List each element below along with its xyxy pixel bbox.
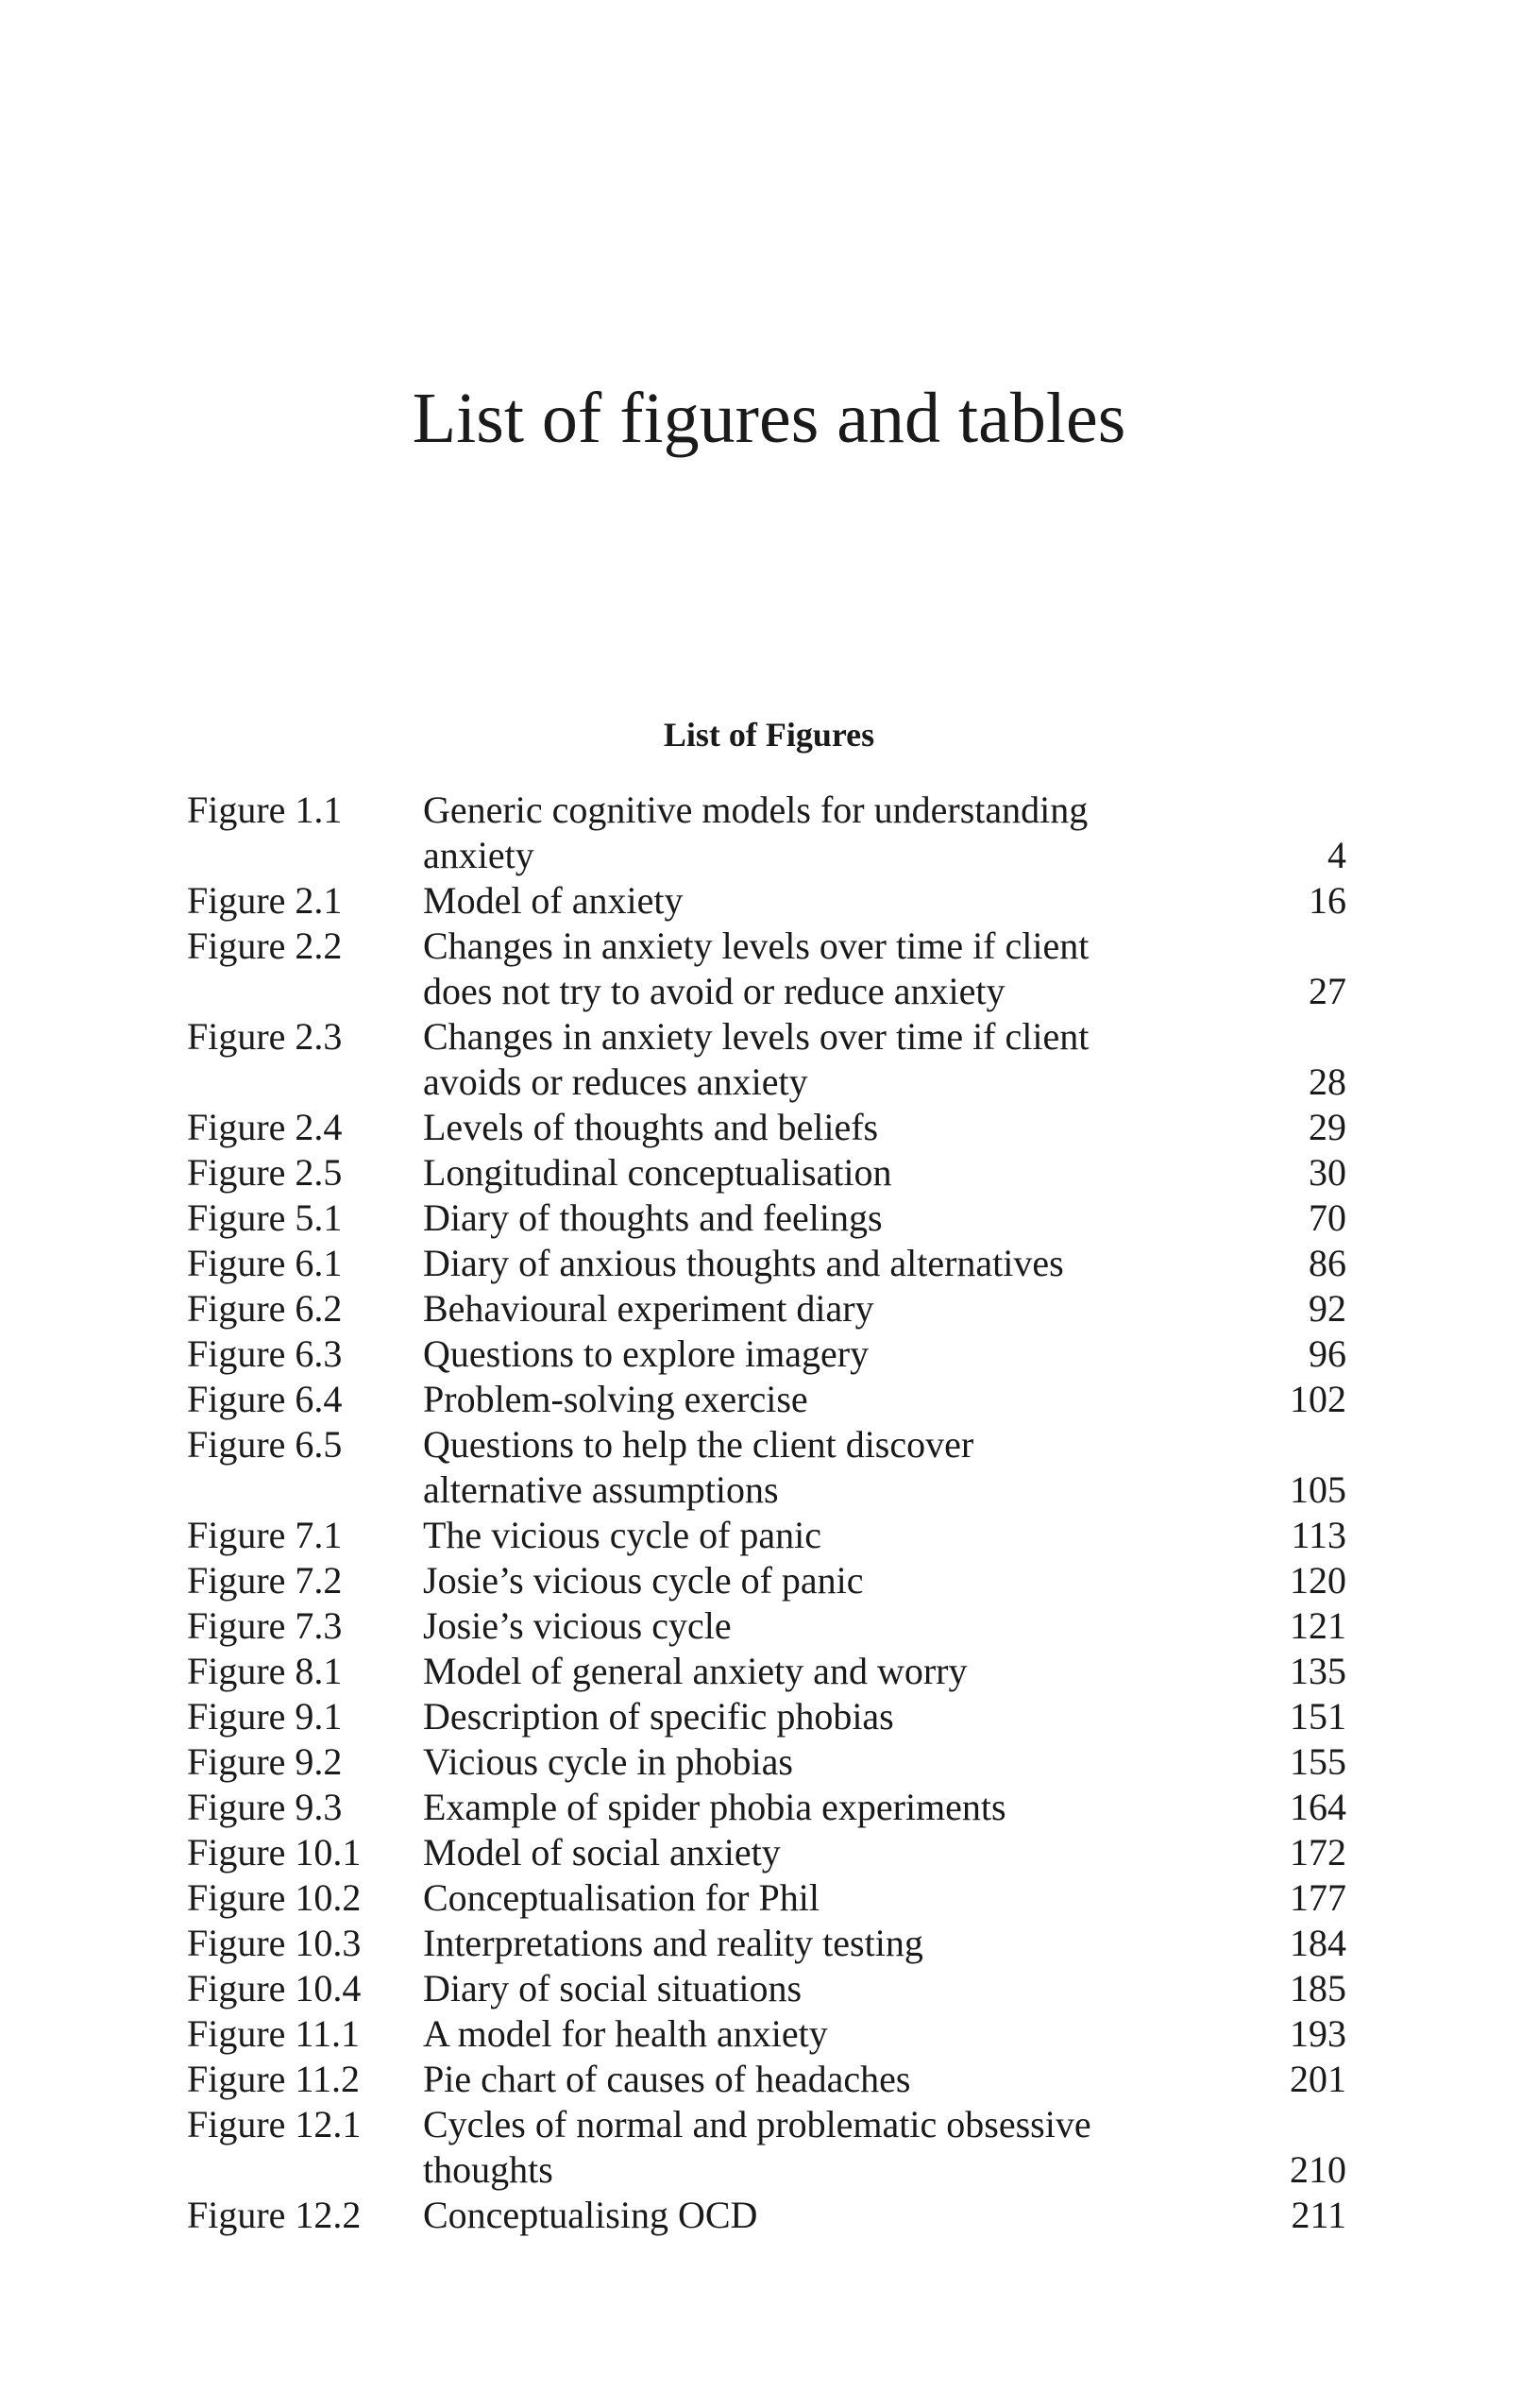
figure-entry bbox=[187, 924, 1346, 1014]
figure-title bbox=[423, 2057, 1225, 2102]
figure-entry bbox=[187, 1196, 1346, 1241]
figure-entry bbox=[187, 1649, 1346, 1694]
figure-label: Figure 6.3 bbox=[187, 1332, 343, 1375]
figure-title bbox=[423, 1921, 1225, 1966]
figure-title bbox=[423, 1694, 1225, 1739]
figure-label: Figure 10.1 bbox=[187, 1831, 362, 1874]
figure-entry bbox=[187, 1377, 1346, 1422]
figure-label: Figure 9.1 bbox=[187, 1695, 343, 1738]
figure-title-line: Changes in anxiety levels over time if client bbox=[423, 924, 1090, 967]
figure-title bbox=[423, 1513, 1225, 1558]
figure-page-number: 102 bbox=[1290, 1378, 1346, 1420]
figure-title bbox=[423, 1649, 1225, 1694]
figure-title-line: Conceptualising OCD bbox=[423, 2194, 758, 2236]
figure-title-line: Example of spider phobia experiments bbox=[423, 1786, 1006, 1828]
figure-page-number: 151 bbox=[1290, 1695, 1346, 1738]
figure-entry bbox=[187, 1694, 1346, 1739]
figure-page-number: 185 bbox=[1290, 1967, 1346, 2009]
figure-label: Figure 1.1 bbox=[187, 789, 343, 831]
figure-entry bbox=[187, 1422, 1346, 1513]
figure-entry bbox=[187, 1785, 1346, 1830]
figure-title-line: Cycles of normal and problematic obsessive bbox=[423, 2103, 1091, 2145]
figure-page-number: 120 bbox=[1290, 1559, 1346, 1602]
figure-title-line: Josie’s vicious cycle of panic bbox=[423, 1559, 864, 1602]
figure-entry bbox=[187, 2102, 1346, 2193]
figure-title bbox=[423, 1422, 1225, 1513]
figure-title-line: Longitudinal conceptualisation bbox=[423, 1151, 892, 1194]
figure-entry bbox=[187, 1830, 1346, 1875]
figure-title bbox=[423, 1739, 1225, 1785]
figure-title-line: Problem-solving exercise bbox=[423, 1378, 808, 1420]
figure-page-number: 211 bbox=[1291, 2194, 1346, 2236]
figure-label: Figure 7.3 bbox=[187, 1604, 343, 1647]
figure-title bbox=[423, 878, 1225, 924]
figure-entry bbox=[187, 2011, 1346, 2057]
figure-label: Figure 8.1 bbox=[187, 1650, 343, 1692]
figure-entry bbox=[187, 788, 1346, 878]
figure-title-line: Behavioural experiment diary bbox=[423, 1287, 874, 1330]
figure-page-number: 210 bbox=[1290, 2148, 1346, 2191]
figure-label: Figure 6.5 bbox=[187, 1423, 343, 1466]
figure-label: Figure 6.4 bbox=[187, 1378, 343, 1420]
figure-label: Figure 10.3 bbox=[187, 1922, 362, 1964]
figure-title-line: Questions to help the client discover bbox=[423, 1423, 974, 1466]
figure-label: Figure 2.5 bbox=[187, 1151, 343, 1194]
figure-title bbox=[423, 788, 1225, 878]
figure-list bbox=[187, 788, 1346, 2238]
figure-entry bbox=[187, 1286, 1346, 1331]
figure-title-line: Interpretations and reality testing bbox=[423, 1922, 923, 1964]
figure-title-line: Pie chart of causes of headaches bbox=[423, 2058, 911, 2100]
figure-page-number: 121 bbox=[1290, 1604, 1346, 1647]
figure-entry bbox=[187, 1739, 1346, 1785]
figure-title-line: Model of anxiety bbox=[423, 879, 684, 922]
section-heading-list-of-figures: List of Figures bbox=[663, 716, 875, 754]
figure-label: Figure 6.1 bbox=[187, 1242, 343, 1284]
figure-title bbox=[423, 1558, 1225, 1603]
figure-label: Figure 2.1 bbox=[187, 879, 343, 922]
figure-entry bbox=[187, 878, 1346, 924]
figure-title bbox=[423, 1241, 1225, 1286]
figure-label: Figure 9.2 bbox=[187, 1740, 343, 1783]
figure-title-line: Model of social anxiety bbox=[423, 1831, 781, 1874]
figure-title-line: Model of general anxiety and worry bbox=[423, 1650, 968, 1692]
figure-title bbox=[423, 2193, 1225, 2238]
figure-title-line: Conceptualisation for Phil bbox=[423, 1876, 820, 1919]
figure-label: Figure 11.2 bbox=[187, 2058, 360, 2100]
figure-entry bbox=[187, 1921, 1346, 1966]
figure-label: Figure 2.2 bbox=[187, 924, 343, 967]
figure-page-number: 201 bbox=[1290, 2058, 1346, 2100]
figure-title-line: avoids or reduces anxiety bbox=[423, 1060, 808, 1103]
figure-title bbox=[423, 1150, 1225, 1196]
figure-entry bbox=[187, 2193, 1346, 2238]
figure-title-line: Diary of thoughts and feelings bbox=[423, 1196, 883, 1239]
figure-label: Figure 9.3 bbox=[187, 1786, 343, 1828]
figure-title bbox=[423, 1377, 1225, 1422]
figure-title bbox=[423, 1785, 1225, 1830]
figure-title-line: Diary of social situations bbox=[423, 1967, 803, 2009]
figure-title-line: Changes in anxiety levels over time if client bbox=[423, 1015, 1090, 1058]
figure-entry bbox=[187, 1150, 1346, 1196]
figure-title-line: Questions to explore imagery bbox=[423, 1332, 870, 1375]
figure-title bbox=[423, 1830, 1225, 1875]
figure-title-line: Vicious cycle in phobias bbox=[423, 1740, 793, 1783]
figure-page-number: 184 bbox=[1290, 1922, 1346, 1964]
figure-page-number: 70 bbox=[1309, 1196, 1346, 1239]
figure-label: Figure 7.1 bbox=[187, 1514, 343, 1556]
figure-label: Figure 2.4 bbox=[187, 1106, 343, 1148]
figure-entry bbox=[187, 1558, 1346, 1603]
figure-label: Figure 10.2 bbox=[187, 1876, 362, 1919]
figure-title-line: Description of specific phobias bbox=[423, 1695, 894, 1738]
figure-page-number: 177 bbox=[1290, 1876, 1346, 1919]
figure-entry bbox=[187, 1875, 1346, 1921]
figure-page-number: 86 bbox=[1309, 1242, 1346, 1284]
figure-title bbox=[423, 1286, 1225, 1331]
figure-label: Figure 6.2 bbox=[187, 1287, 343, 1330]
figure-title-line: does not try to avoid or reduce anxiety bbox=[423, 970, 1006, 1012]
figure-title-line: alternative assumptions bbox=[423, 1468, 779, 1511]
figure-entry bbox=[187, 1513, 1346, 1558]
figure-page-number: 29 bbox=[1309, 1106, 1346, 1148]
figure-page-number: 16 bbox=[1309, 879, 1346, 922]
figure-label: Figure 11.1 bbox=[187, 2012, 360, 2055]
figure-title bbox=[423, 2011, 1225, 2057]
figure-title bbox=[423, 1014, 1225, 1105]
figure-title bbox=[423, 1331, 1225, 1377]
figure-title-line: A model for health anxiety bbox=[423, 2012, 828, 2055]
figure-page-number: 30 bbox=[1309, 1151, 1346, 1194]
figure-label: Figure 10.4 bbox=[187, 1967, 362, 2009]
figure-page-number: 172 bbox=[1290, 1831, 1346, 1874]
figure-page-number: 135 bbox=[1290, 1650, 1346, 1692]
page-title: List of figures and tables bbox=[412, 379, 1126, 458]
figure-title-line: anxiety bbox=[423, 834, 534, 876]
figure-page-number: 113 bbox=[1291, 1514, 1346, 1556]
figure-label: Figure 12.2 bbox=[187, 2194, 362, 2236]
figure-page-number: 155 bbox=[1290, 1740, 1346, 1783]
figure-title bbox=[423, 924, 1225, 1014]
figure-title-line: Diary of anxious thoughts and alternatives bbox=[423, 1242, 1064, 1284]
figure-title-line: thoughts bbox=[423, 2148, 553, 2191]
figure-title-line: Levels of thoughts and beliefs bbox=[423, 1106, 879, 1148]
figure-title bbox=[423, 1105, 1225, 1150]
figure-title bbox=[423, 2102, 1225, 2193]
figure-entry bbox=[187, 1966, 1346, 2011]
figure-page-number: 164 bbox=[1290, 1786, 1346, 1828]
figure-title bbox=[423, 1603, 1225, 1649]
figure-page-number: 28 bbox=[1309, 1060, 1346, 1103]
figure-label: Figure 12.1 bbox=[187, 2103, 362, 2145]
figure-entry bbox=[187, 1241, 1346, 1286]
figure-title-line: Josie’s vicious cycle bbox=[423, 1604, 732, 1647]
figure-page-number: 96 bbox=[1309, 1332, 1346, 1375]
figure-page-number: 27 bbox=[1309, 970, 1346, 1012]
figure-title-line: The vicious cycle of panic bbox=[423, 1514, 822, 1556]
figure-label: Figure 5.1 bbox=[187, 1196, 343, 1239]
figure-title-line: Generic cognitive models for understanding bbox=[423, 789, 1089, 831]
figure-title bbox=[423, 1875, 1225, 1921]
figure-page-number: 92 bbox=[1309, 1287, 1346, 1330]
figure-entry bbox=[187, 1331, 1346, 1377]
figure-page-number: 4 bbox=[1327, 834, 1346, 876]
figure-label: Figure 7.2 bbox=[187, 1559, 343, 1602]
figure-page-number: 193 bbox=[1290, 2012, 1346, 2055]
figure-entry bbox=[187, 1105, 1346, 1150]
figure-title bbox=[423, 1196, 1225, 1241]
figure-page-number: 105 bbox=[1290, 1468, 1346, 1511]
figure-label: Figure 2.3 bbox=[187, 1015, 343, 1058]
figure-entry bbox=[187, 1603, 1346, 1649]
figure-entry bbox=[187, 1014, 1346, 1105]
figure-entry bbox=[187, 2057, 1346, 2102]
figure-title bbox=[423, 1966, 1225, 2011]
